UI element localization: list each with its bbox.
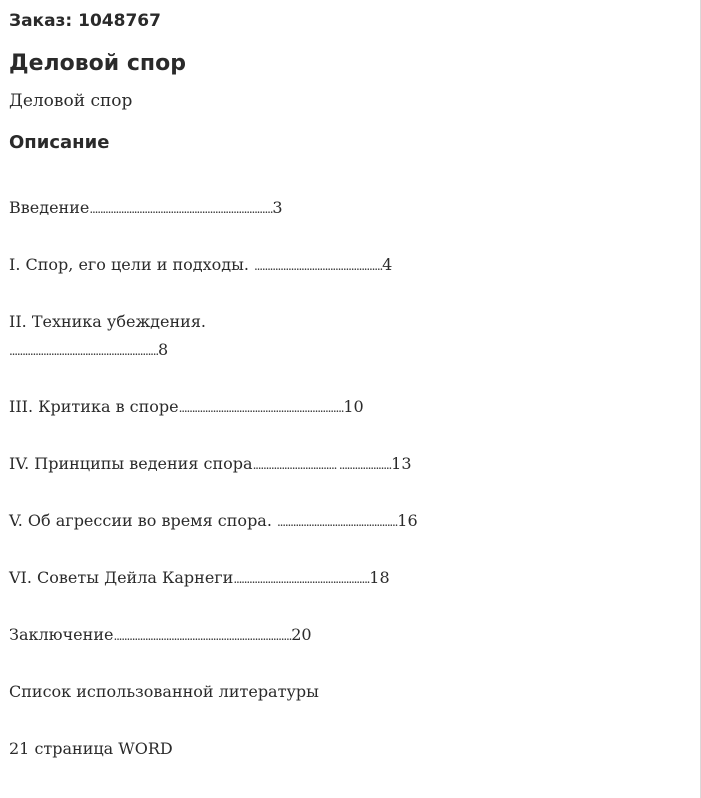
toc-page: 16: [397, 511, 418, 530]
toc-leader: ....................................................: [233, 572, 370, 586]
toc-entry-ch6: [9, 568, 390, 589]
toc-entry-ch3: [9, 397, 364, 418]
toc-label: I. Спор, его цели и подходы.: [9, 255, 254, 274]
toc-leader: ................................ ....................: [252, 458, 392, 472]
toc-leader: .........................................................: [9, 344, 159, 358]
toc-leader: ......................................................................: [89, 202, 273, 216]
toc-page: 8: [158, 340, 169, 359]
toc-label: V. Об агрессии во время спора.: [9, 511, 278, 530]
order-number: Заказ: 1048767: [9, 11, 161, 31]
toc-label: II. Техника убеждения.: [9, 312, 206, 331]
toc-page: 4: [382, 255, 393, 274]
toc-entry-ch1: [9, 255, 392, 276]
toc-entry-ch2-leader: [9, 340, 168, 361]
toc-leader: ..............................................: [277, 515, 398, 529]
toc-label: Введение: [9, 198, 90, 217]
toc-entry-intro: [9, 198, 283, 219]
toc-label: Заключение: [9, 625, 114, 644]
toc-entry-ch2-label: [9, 312, 206, 332]
toc-page: 13: [391, 454, 412, 473]
toc-label: III. Критика в споре: [9, 397, 179, 416]
description-heading: Описание: [9, 132, 110, 153]
toc-entry-ch4: [9, 454, 412, 475]
page-count-info: 21 страница WORD: [9, 739, 173, 758]
document-subtitle: Деловой спор: [9, 91, 133, 111]
toc-leader: .................................................: [254, 259, 383, 273]
toc-label: VI. Советы Дейла Карнеги: [9, 568, 234, 587]
toc-entry-ch5: [9, 511, 418, 532]
toc-page: 3: [272, 198, 283, 217]
toc-leader: ....................................................................: [113, 629, 292, 643]
toc-page: 20: [291, 625, 312, 644]
toc-page: 10: [343, 397, 364, 416]
toc-label: IV. Принципы ведения спора: [9, 454, 253, 473]
toc-leader: ...............................................................: [178, 401, 344, 415]
toc-entry-references: [9, 682, 319, 702]
toc-page: 18: [369, 568, 390, 587]
document-title: Деловой спор: [9, 51, 186, 76]
toc-entry-conclusion: [9, 625, 312, 646]
toc-label: Список использованной литературы: [9, 682, 319, 701]
